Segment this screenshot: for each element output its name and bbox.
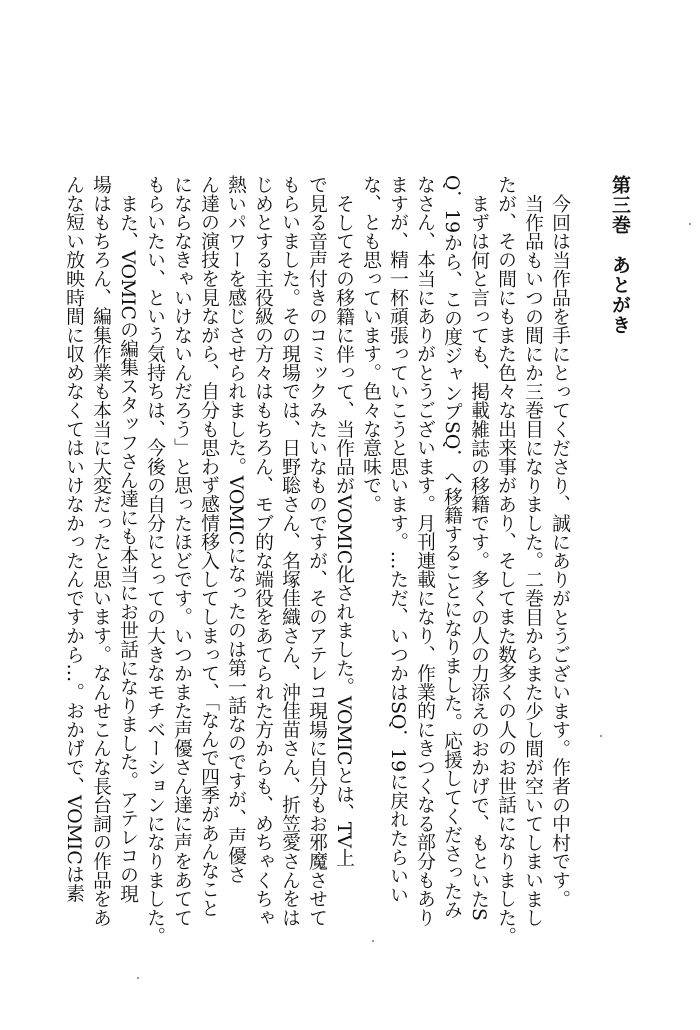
scan-speck <box>137 977 139 979</box>
text-line: にならなきゃいけないんだろう」と思ったほどです。いつかまた声優さん達に声をあてて <box>171 175 192 927</box>
scan-speck <box>689 223 691 225</box>
text-line: 当作品もいつの間にか三巻目になりました。二巻目からまた少し間が空いてしまいまし <box>522 193 543 927</box>
text-line: Q．19から、この度ジャンプSQ．へ移籍することになりました。応援してくださったみ <box>441 175 462 919</box>
text-line: もらいたい、という気持ちは、今後の自分にとっての大きなモチベーションになりました。 <box>144 175 165 946</box>
text-line: なさん、本当にありがとうございます。月刊連載になり、作業的にきつくなる部分もあり <box>414 175 435 927</box>
text-line: な、とも思っています。色々な意味で。 <box>360 175 381 514</box>
text-line: そしてその移籍に伴って、当作品がVOMIC化されました。VOMICとは、TV上 <box>333 193 354 867</box>
text-line: まずは何と言っても、掲載雑誌の移籍です。多くの人の力添えのおかげで、もといたS <box>468 193 489 921</box>
text-line: たが、その間にもまた色々な出来事があり、そしてまた数多くの人のお世話になりました。 <box>495 175 516 946</box>
text-line: んな短い放映時間に収めなくてはいけなかったんですから…。おかげで、VOMICは素 <box>63 175 84 903</box>
text-line: また、VOMICの編集スタッフさん達にも本当にお世話になりました。アテレコの現 <box>117 193 138 903</box>
text-line: 熱いパワーを感じさせられました。VOMICになったのは第一話なのですが、声優さ <box>225 175 246 884</box>
text-line: 場はもちろん、編集作業も本当に大変だったと思います。なんせこんな長台詞の作品をあ <box>90 175 111 927</box>
text-line: じめとする主役級の方々はもちろん、モブ的な端役をあてられた方からも、めちゃくちゃ <box>252 175 273 927</box>
page-title: 第三巻 あとがき <box>609 175 631 335</box>
afterword-text <box>60 175 573 945</box>
text-line: 今回は当作品を手にとってくださり、誠にありがとうございます。作者の中村です。 <box>549 193 570 908</box>
text-line: ん達の演技を見ながら、自分も思わず感情移入してしまって、「なんで四季があんなこと <box>198 175 219 918</box>
text-line: もらいました。その現場では、日野聡さん、名塚佳織さん、沖佳苗さん、折笠愛さんをは <box>279 175 300 927</box>
scan-speck <box>600 735 602 737</box>
text-line: で見る音声付きのコミックみたいなものですが、そのアテレコ現場に自分もお邪魔させて <box>306 175 327 927</box>
text-line: ますが、精一杯頑張っていこうと思います。…ただ、いつかはSQ．19に戻れたらいい <box>387 175 408 904</box>
scan-speck <box>372 940 374 942</box>
